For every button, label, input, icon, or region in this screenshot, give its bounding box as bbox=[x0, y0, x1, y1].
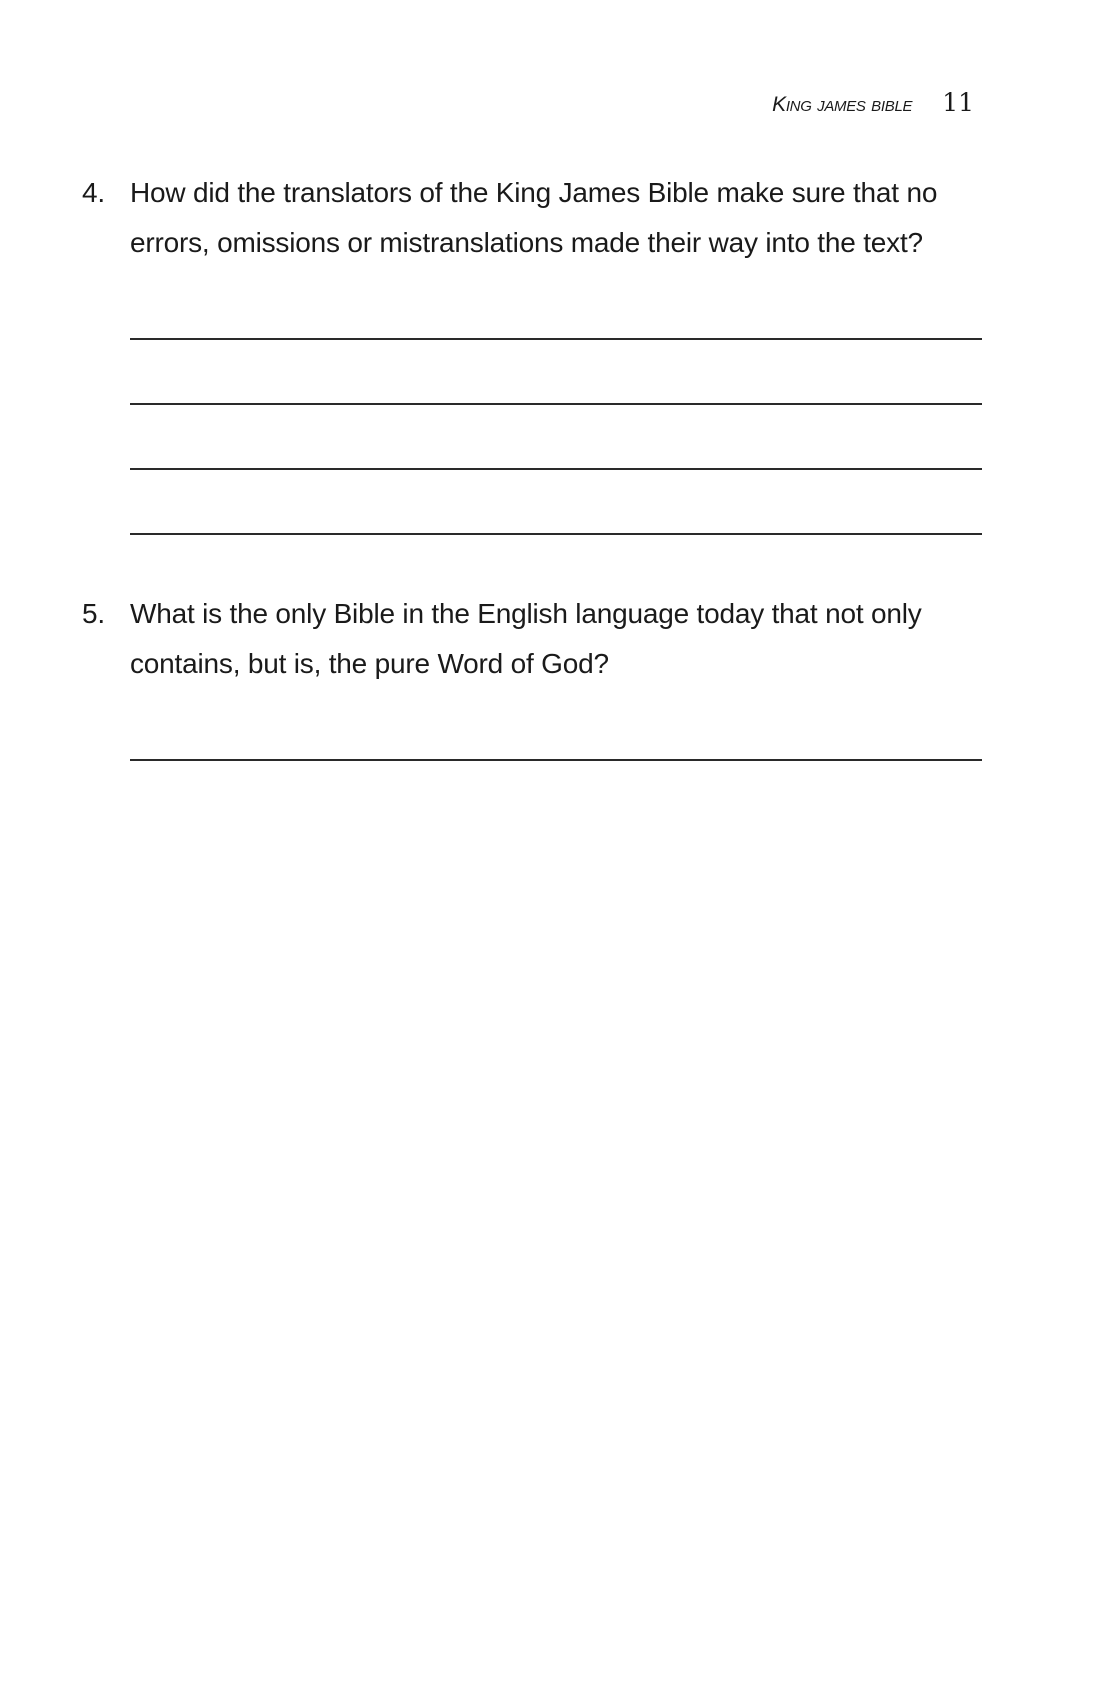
question-text: How did the translators of the King James Bible make sure that no errors, omissions or mistranslations made their way into the text? bbox=[130, 177, 938, 258]
question-text: What is the only Bible in the English language today that not only contains, but is, the pure Word of God? bbox=[130, 598, 922, 679]
answer-line[interactable] bbox=[130, 403, 982, 405]
question-number: 4. bbox=[82, 177, 105, 208]
running-head bbox=[772, 88, 974, 117]
answer-line[interactable] bbox=[130, 533, 982, 535]
answer-line[interactable] bbox=[130, 338, 982, 340]
answer-line[interactable] bbox=[130, 468, 982, 470]
answer-line[interactable] bbox=[130, 759, 982, 761]
question-5 bbox=[82, 589, 982, 689]
question-number: 5. bbox=[82, 598, 105, 629]
question-4 bbox=[82, 168, 982, 268]
page-number: 11 bbox=[942, 88, 974, 117]
running-title: King james bible bbox=[772, 93, 913, 116]
